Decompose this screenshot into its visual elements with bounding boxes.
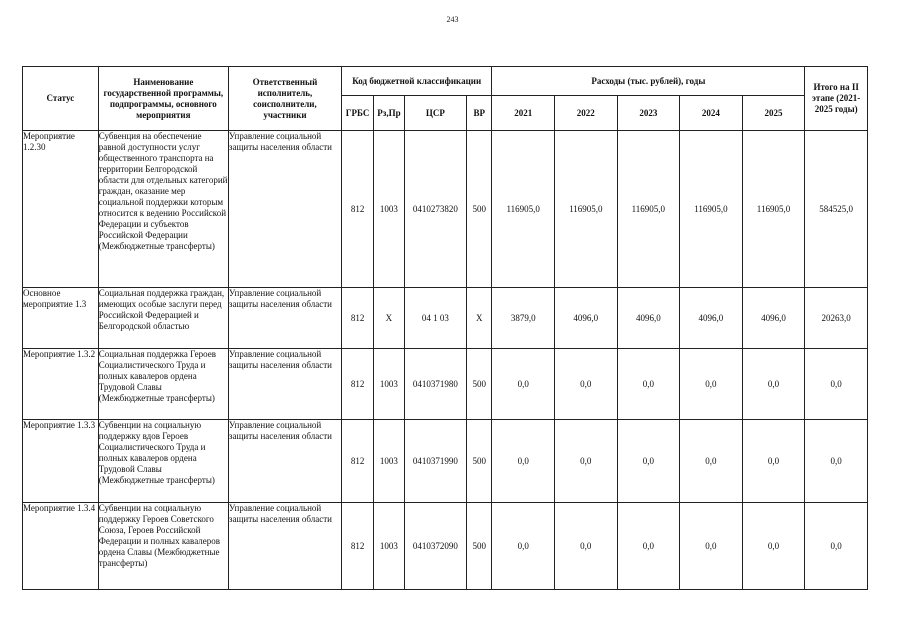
row-2025: 4096,0 xyxy=(742,288,805,349)
row-grbs: 812 xyxy=(341,349,373,420)
row-2021: 0,0 xyxy=(492,349,555,420)
header-name: Наименование государственной программы, подпрограммы, основного мероприятия xyxy=(98,67,228,131)
table-row xyxy=(23,288,868,349)
row-responsible: Управление социальной защиты населения области xyxy=(228,131,341,288)
row-2023: 0,0 xyxy=(617,349,680,420)
header-year-2022: 2022 xyxy=(554,96,617,131)
row-2024: 0,0 xyxy=(680,420,743,503)
row-2021: 0,0 xyxy=(492,503,555,590)
row-2021: 116905,0 xyxy=(492,131,555,288)
row-2025: 0,0 xyxy=(742,503,805,590)
row-responsible: Управление социальной защиты населения области xyxy=(228,288,341,349)
row-grbs: 812 xyxy=(341,288,373,349)
row-status: Мероприятие 1.3.3 xyxy=(23,420,99,503)
header-vr: ВР xyxy=(467,96,492,131)
header-year-2025: 2025 xyxy=(742,96,805,131)
row-2021: 3879,0 xyxy=(492,288,555,349)
header-total: Итого на II этапе (2021-2025 годы) xyxy=(805,67,868,131)
row-2024: 4096,0 xyxy=(680,288,743,349)
row-vr: 500 xyxy=(467,503,492,590)
row-2025: 0,0 xyxy=(742,420,805,503)
row-name: Социальная поддержка граждан, имеющих особые заслуги перед Российской Федерацией и Белгородской областью xyxy=(98,288,228,349)
row-2023: 4096,0 xyxy=(617,288,680,349)
row-name: Субвенция на обеспечение равной доступности услуг общественного транспорта на территории Белгородской области для отдельных категорий граждан, оказание мер социальной поддержки которым относится к ведению Российской Федерации и субъектов Российской Федерации (Межбюджетные трансферты) xyxy=(98,131,228,288)
row-name: Субвенции на социальную поддержку Героев Советского Союза, Героев Российской Федерации и полных кавалеров ордена Славы (Межбюджетные трансферты) xyxy=(98,503,228,590)
row-total: 0,0 xyxy=(805,420,868,503)
row-name: Социальная поддержка Героев Социалистического Труда и полных кавалеров ордена Трудовой Славы (Межбюджетные трансферты) xyxy=(98,349,228,420)
header-year-2024: 2024 xyxy=(680,96,743,131)
row-2025: 0,0 xyxy=(742,349,805,420)
row-total: 0,0 xyxy=(805,503,868,590)
row-2022: 0,0 xyxy=(554,503,617,590)
row-csr: 04 1 03 xyxy=(404,288,467,349)
row-rzpr: 1003 xyxy=(374,349,404,420)
row-2022: 0,0 xyxy=(554,420,617,503)
row-total: 20263,0 xyxy=(805,288,868,349)
row-2021: 0,0 xyxy=(492,420,555,503)
row-grbs: 812 xyxy=(341,503,373,590)
row-grbs: 812 xyxy=(341,131,373,288)
row-name: Субвенции на социальную поддержку вдов Героев Социалистического Труда и полных кавалеров ордена Трудовой Славы (Межбюджетные трансферты) xyxy=(98,420,228,503)
row-total: 0,0 xyxy=(805,349,868,420)
row-status: Основное мероприятие 1.3 xyxy=(23,288,99,349)
table-row xyxy=(23,503,868,590)
row-vr: 500 xyxy=(467,131,492,288)
header-row-top xyxy=(23,67,868,96)
row-status: Мероприятие 1.3.4 xyxy=(23,503,99,590)
row-status: Мероприятие 1.3.2 xyxy=(23,349,99,420)
row-grbs: 812 xyxy=(341,420,373,503)
header-responsible: Ответственный исполнитель, соисполнители, участники xyxy=(228,67,341,131)
table-row xyxy=(23,131,868,288)
header-budget-code: Код бюджетной классификации xyxy=(341,67,491,96)
header-status: Статус xyxy=(23,67,99,131)
budget-table xyxy=(22,66,868,590)
row-vr: 500 xyxy=(467,420,492,503)
row-csr: 0410273820 xyxy=(404,131,467,288)
header-expenses: Расходы (тыс. рублей), годы xyxy=(492,67,805,96)
row-csr: 0410371980 xyxy=(404,349,467,420)
row-vr: 500 xyxy=(467,349,492,420)
header-year-2021: 2021 xyxy=(492,96,555,131)
row-2024: 0,0 xyxy=(680,503,743,590)
row-2024: 116905,0 xyxy=(680,131,743,288)
header-grbs: ГРБС xyxy=(341,96,373,131)
table-row xyxy=(23,420,868,503)
row-rzpr: 1003 xyxy=(374,503,404,590)
header-rzpr: Рз,Пр xyxy=(374,96,404,131)
row-2022: 4096,0 xyxy=(554,288,617,349)
row-2022: 116905,0 xyxy=(554,131,617,288)
header-year-2023: 2023 xyxy=(617,96,680,131)
row-csr: 0410371990 xyxy=(404,420,467,503)
row-status: Мероприятие 1.2.30 xyxy=(23,131,99,288)
row-responsible: Управление социальной защиты населения области xyxy=(228,349,341,420)
row-rzpr: Х xyxy=(374,288,404,349)
row-csr: 0410372090 xyxy=(404,503,467,590)
row-total: 584525,0 xyxy=(805,131,868,288)
row-2025: 116905,0 xyxy=(742,131,805,288)
row-rzpr: 1003 xyxy=(374,420,404,503)
row-rzpr: 1003 xyxy=(374,131,404,288)
header-csr: ЦСР xyxy=(404,96,467,131)
row-responsible: Управление социальной защиты населения области xyxy=(228,420,341,503)
table-row xyxy=(23,349,868,420)
row-vr: Х xyxy=(467,288,492,349)
row-2024: 0,0 xyxy=(680,349,743,420)
row-2022: 0,0 xyxy=(554,349,617,420)
row-2023: 0,0 xyxy=(617,420,680,503)
row-responsible: Управление социальной защиты населения области xyxy=(228,503,341,590)
page-number: 243 xyxy=(446,15,459,24)
row-2023: 0,0 xyxy=(617,503,680,590)
row-2023: 116905,0 xyxy=(617,131,680,288)
